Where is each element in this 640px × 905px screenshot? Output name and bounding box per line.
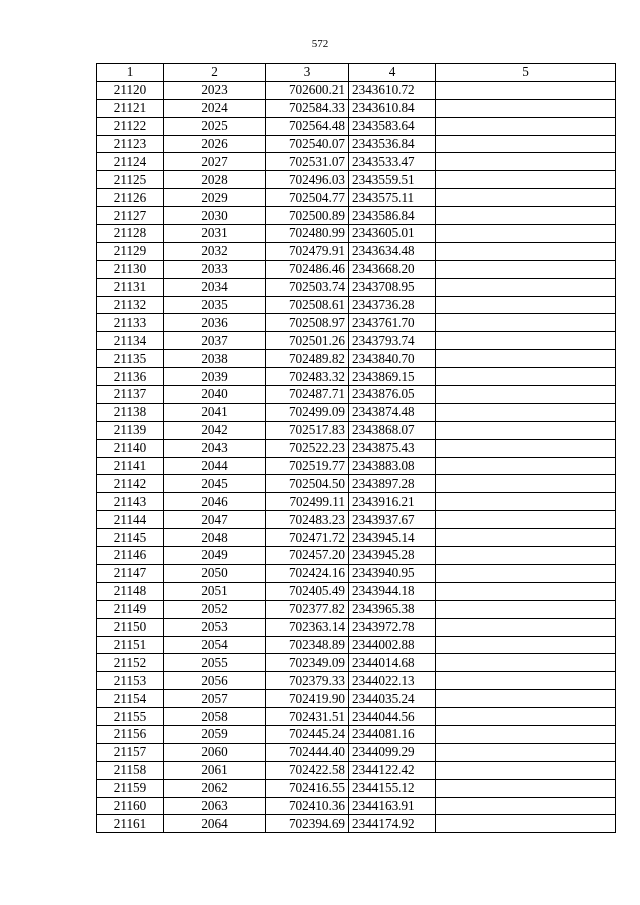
table-row <box>97 511 616 529</box>
notes-cell <box>436 135 616 153</box>
x-coordinate-cell: 702480.99 <box>266 225 349 243</box>
y-coordinate-cell: 2343874.48 <box>349 403 436 421</box>
x-coordinate-cell: 702522.23 <box>266 439 349 457</box>
table-row <box>97 439 616 457</box>
notes-cell <box>436 153 616 171</box>
point-number-cell: 2056 <box>164 672 266 690</box>
notes-cell <box>436 278 616 296</box>
notes-cell <box>436 547 616 565</box>
notes-cell <box>436 564 616 582</box>
table-row <box>97 690 616 708</box>
table-row <box>97 225 616 243</box>
table-row <box>97 242 616 260</box>
x-coordinate-cell: 702531.07 <box>266 153 349 171</box>
x-coordinate-cell: 702540.07 <box>266 135 349 153</box>
x-coordinate-cell: 702499.09 <box>266 403 349 421</box>
y-coordinate-cell: 2344163.91 <box>349 797 436 815</box>
table-row <box>97 475 616 493</box>
x-coordinate-cell: 702416.55 <box>266 779 349 797</box>
y-coordinate-cell: 2343610.84 <box>349 99 436 117</box>
y-coordinate-cell: 2343869.15 <box>349 368 436 386</box>
coordinates-table <box>96 63 616 833</box>
column-header-3: 3 <box>266 64 349 82</box>
point-id-cell: 21156 <box>97 725 164 743</box>
x-coordinate-cell: 702431.51 <box>266 708 349 726</box>
point-id-cell: 21155 <box>97 708 164 726</box>
point-number-cell: 2063 <box>164 797 266 815</box>
point-id-cell: 21125 <box>97 171 164 189</box>
point-id-cell: 21135 <box>97 350 164 368</box>
point-id-cell: 21129 <box>97 242 164 260</box>
column-header-2: 2 <box>164 64 266 82</box>
y-coordinate-cell: 2344122.42 <box>349 761 436 779</box>
table-row <box>97 99 616 117</box>
y-coordinate-cell: 2344022.13 <box>349 672 436 690</box>
point-id-cell: 21122 <box>97 117 164 135</box>
point-number-cell: 2046 <box>164 493 266 511</box>
notes-cell <box>436 690 616 708</box>
notes-cell <box>436 457 616 475</box>
point-number-cell: 2048 <box>164 529 266 547</box>
point-id-cell: 21150 <box>97 618 164 636</box>
x-coordinate-cell: 702501.26 <box>266 332 349 350</box>
y-coordinate-cell: 2344014.68 <box>349 654 436 672</box>
point-id-cell: 21130 <box>97 260 164 278</box>
notes-cell <box>436 725 616 743</box>
point-id-cell: 21143 <box>97 493 164 511</box>
y-coordinate-cell: 2343945.14 <box>349 529 436 547</box>
table-body <box>97 81 616 832</box>
point-number-cell: 2064 <box>164 815 266 833</box>
notes-cell <box>436 242 616 260</box>
x-coordinate-cell: 702483.23 <box>266 511 349 529</box>
x-coordinate-cell: 702349.09 <box>266 654 349 672</box>
table-row <box>97 797 616 815</box>
notes-cell <box>436 386 616 404</box>
point-id-cell: 21157 <box>97 743 164 761</box>
y-coordinate-cell: 2343533.47 <box>349 153 436 171</box>
point-number-cell: 2043 <box>164 439 266 457</box>
table-row <box>97 117 616 135</box>
point-id-cell: 21121 <box>97 99 164 117</box>
point-number-cell: 2062 <box>164 779 266 797</box>
y-coordinate-cell: 2343605.01 <box>349 225 436 243</box>
x-coordinate-cell: 702564.48 <box>266 117 349 135</box>
x-coordinate-cell: 702519.77 <box>266 457 349 475</box>
table-row <box>97 421 616 439</box>
notes-cell <box>436 708 616 726</box>
notes-cell <box>436 332 616 350</box>
point-number-cell: 2033 <box>164 260 266 278</box>
table-row <box>97 636 616 654</box>
y-coordinate-cell: 2343761.70 <box>349 314 436 332</box>
notes-cell <box>436 797 616 815</box>
point-number-cell: 2031 <box>164 225 266 243</box>
point-number-cell: 2035 <box>164 296 266 314</box>
y-coordinate-cell: 2343944.18 <box>349 582 436 600</box>
point-id-cell: 21140 <box>97 439 164 457</box>
table-row <box>97 368 616 386</box>
point-number-cell: 2047 <box>164 511 266 529</box>
point-id-cell: 21131 <box>97 278 164 296</box>
x-coordinate-cell: 702419.90 <box>266 690 349 708</box>
notes-cell <box>436 439 616 457</box>
y-coordinate-cell: 2344099.29 <box>349 743 436 761</box>
y-coordinate-cell: 2344081.16 <box>349 725 436 743</box>
point-id-cell: 21160 <box>97 797 164 815</box>
x-coordinate-cell: 702584.33 <box>266 99 349 117</box>
point-id-cell: 21142 <box>97 475 164 493</box>
point-number-cell: 2054 <box>164 636 266 654</box>
y-coordinate-cell: 2343883.08 <box>349 457 436 475</box>
x-coordinate-cell: 702457.20 <box>266 547 349 565</box>
point-id-cell: 21138 <box>97 403 164 421</box>
point-number-cell: 2030 <box>164 207 266 225</box>
table-header <box>97 64 616 82</box>
table-row <box>97 135 616 153</box>
point-id-cell: 21132 <box>97 296 164 314</box>
y-coordinate-cell: 2343559.51 <box>349 171 436 189</box>
y-coordinate-cell: 2343736.28 <box>349 296 436 314</box>
x-coordinate-cell: 702410.36 <box>266 797 349 815</box>
x-coordinate-cell: 702444.40 <box>266 743 349 761</box>
x-coordinate-cell: 702508.97 <box>266 314 349 332</box>
point-id-cell: 21134 <box>97 332 164 350</box>
x-coordinate-cell: 702483.32 <box>266 368 349 386</box>
notes-cell <box>436 600 616 618</box>
x-coordinate-cell: 702504.50 <box>266 475 349 493</box>
point-id-cell: 21144 <box>97 511 164 529</box>
point-number-cell: 2045 <box>164 475 266 493</box>
point-number-cell: 2061 <box>164 761 266 779</box>
x-coordinate-cell: 702471.72 <box>266 529 349 547</box>
y-coordinate-cell: 2343793.74 <box>349 332 436 350</box>
notes-cell <box>436 815 616 833</box>
point-id-cell: 21137 <box>97 386 164 404</box>
x-coordinate-cell: 702486.46 <box>266 260 349 278</box>
table-row <box>97 493 616 511</box>
point-number-cell: 2027 <box>164 153 266 171</box>
x-coordinate-cell: 702517.83 <box>266 421 349 439</box>
page-number: 572 <box>311 38 329 50</box>
notes-cell <box>436 493 616 511</box>
y-coordinate-cell: 2344174.92 <box>349 815 436 833</box>
table-row <box>97 457 616 475</box>
point-id-cell: 21127 <box>97 207 164 225</box>
point-number-cell: 2032 <box>164 242 266 260</box>
notes-cell <box>436 296 616 314</box>
y-coordinate-cell: 2343536.84 <box>349 135 436 153</box>
notes-cell <box>436 654 616 672</box>
x-coordinate-cell: 702600.21 <box>266 81 349 99</box>
table-row <box>97 743 616 761</box>
x-coordinate-cell: 702500.89 <box>266 207 349 225</box>
notes-cell <box>436 421 616 439</box>
point-number-cell: 2037 <box>164 332 266 350</box>
notes-cell <box>436 189 616 207</box>
notes-cell <box>436 582 616 600</box>
y-coordinate-cell: 2343972.78 <box>349 618 436 636</box>
point-number-cell: 2024 <box>164 99 266 117</box>
x-coordinate-cell: 702499.11 <box>266 493 349 511</box>
point-number-cell: 2052 <box>164 600 266 618</box>
y-coordinate-cell: 2343916.21 <box>349 493 436 511</box>
y-coordinate-cell: 2343840.70 <box>349 350 436 368</box>
table-row <box>97 350 616 368</box>
point-id-cell: 21146 <box>97 547 164 565</box>
notes-cell <box>436 779 616 797</box>
notes-cell <box>436 529 616 547</box>
x-coordinate-cell: 702479.91 <box>266 242 349 260</box>
y-coordinate-cell: 2344044.56 <box>349 708 436 726</box>
table-row <box>97 564 616 582</box>
notes-cell <box>436 260 616 278</box>
notes-cell <box>436 636 616 654</box>
y-coordinate-cell: 2343610.72 <box>349 81 436 99</box>
point-id-cell: 21154 <box>97 690 164 708</box>
point-number-cell: 2025 <box>164 117 266 135</box>
x-coordinate-cell: 702377.82 <box>266 600 349 618</box>
y-coordinate-cell: 2343634.48 <box>349 242 436 260</box>
column-header-5: 5 <box>436 64 616 82</box>
notes-cell <box>436 672 616 690</box>
point-number-cell: 2028 <box>164 171 266 189</box>
x-coordinate-cell: 702445.24 <box>266 725 349 743</box>
table-row <box>97 332 616 350</box>
table-row <box>97 815 616 833</box>
point-id-cell: 21133 <box>97 314 164 332</box>
y-coordinate-cell: 2343945.28 <box>349 547 436 565</box>
column-header-4: 4 <box>349 64 436 82</box>
table-row <box>97 403 616 421</box>
y-coordinate-cell: 2343875.43 <box>349 439 436 457</box>
point-number-cell: 2055 <box>164 654 266 672</box>
point-number-cell: 2050 <box>164 564 266 582</box>
notes-cell <box>436 475 616 493</box>
point-number-cell: 2042 <box>164 421 266 439</box>
notes-cell <box>436 314 616 332</box>
point-id-cell: 21147 <box>97 564 164 582</box>
x-coordinate-cell: 702422.58 <box>266 761 349 779</box>
x-coordinate-cell: 702405.49 <box>266 582 349 600</box>
notes-cell <box>436 81 616 99</box>
notes-cell <box>436 225 616 243</box>
point-number-cell: 2038 <box>164 350 266 368</box>
y-coordinate-cell: 2344155.12 <box>349 779 436 797</box>
table-row <box>97 189 616 207</box>
point-number-cell: 2040 <box>164 386 266 404</box>
y-coordinate-cell: 2343868.07 <box>349 421 436 439</box>
point-id-cell: 21159 <box>97 779 164 797</box>
point-number-cell: 2044 <box>164 457 266 475</box>
point-id-cell: 21145 <box>97 529 164 547</box>
point-id-cell: 21149 <box>97 600 164 618</box>
x-coordinate-cell: 702394.69 <box>266 815 349 833</box>
point-id-cell: 21120 <box>97 81 164 99</box>
x-coordinate-cell: 702348.89 <box>266 636 349 654</box>
y-coordinate-cell: 2344035.24 <box>349 690 436 708</box>
x-coordinate-cell: 702508.61 <box>266 296 349 314</box>
y-coordinate-cell: 2343668.20 <box>349 260 436 278</box>
point-number-cell: 2051 <box>164 582 266 600</box>
y-coordinate-cell: 2343708.95 <box>349 278 436 296</box>
table-row <box>97 672 616 690</box>
point-number-cell: 2023 <box>164 81 266 99</box>
notes-cell <box>436 368 616 386</box>
point-number-cell: 2029 <box>164 189 266 207</box>
x-coordinate-cell: 702489.82 <box>266 350 349 368</box>
table-row <box>97 708 616 726</box>
y-coordinate-cell: 2343583.64 <box>349 117 436 135</box>
table-row <box>97 618 616 636</box>
table-row <box>97 654 616 672</box>
x-coordinate-cell: 702424.16 <box>266 564 349 582</box>
table-row <box>97 725 616 743</box>
y-coordinate-cell: 2343940.95 <box>349 564 436 582</box>
point-id-cell: 21152 <box>97 654 164 672</box>
table-row <box>97 278 616 296</box>
point-number-cell: 2049 <box>164 547 266 565</box>
notes-cell <box>436 618 616 636</box>
y-coordinate-cell: 2343937.67 <box>349 511 436 529</box>
point-number-cell: 2058 <box>164 708 266 726</box>
y-coordinate-cell: 2343575.11 <box>349 189 436 207</box>
point-number-cell: 2026 <box>164 135 266 153</box>
point-number-cell: 2036 <box>164 314 266 332</box>
table-row <box>97 207 616 225</box>
x-coordinate-cell: 702379.33 <box>266 672 349 690</box>
x-coordinate-cell: 702503.74 <box>266 278 349 296</box>
y-coordinate-cell: 2343965.38 <box>349 600 436 618</box>
header-row <box>97 64 616 82</box>
column-header-1: 1 <box>97 64 164 82</box>
point-id-cell: 21161 <box>97 815 164 833</box>
y-coordinate-cell: 2344002.88 <box>349 636 436 654</box>
table-row <box>97 386 616 404</box>
notes-cell <box>436 117 616 135</box>
x-coordinate-cell: 702496.03 <box>266 171 349 189</box>
point-id-cell: 21151 <box>97 636 164 654</box>
notes-cell <box>436 743 616 761</box>
point-number-cell: 2057 <box>164 690 266 708</box>
point-id-cell: 21124 <box>97 153 164 171</box>
point-id-cell: 21139 <box>97 421 164 439</box>
point-number-cell: 2041 <box>164 403 266 421</box>
table-row <box>97 81 616 99</box>
notes-cell <box>436 403 616 421</box>
table-row <box>97 779 616 797</box>
table-row <box>97 153 616 171</box>
notes-cell <box>436 99 616 117</box>
table-row <box>97 529 616 547</box>
table-row <box>97 761 616 779</box>
notes-cell <box>436 350 616 368</box>
point-id-cell: 21141 <box>97 457 164 475</box>
notes-cell <box>436 207 616 225</box>
point-id-cell: 21153 <box>97 672 164 690</box>
point-id-cell: 21136 <box>97 368 164 386</box>
table-row <box>97 547 616 565</box>
table-row <box>97 171 616 189</box>
point-id-cell: 21123 <box>97 135 164 153</box>
point-number-cell: 2039 <box>164 368 266 386</box>
notes-cell <box>436 171 616 189</box>
table-row <box>97 582 616 600</box>
table-row <box>97 296 616 314</box>
point-number-cell: 2034 <box>164 278 266 296</box>
point-id-cell: 21126 <box>97 189 164 207</box>
table-row <box>97 600 616 618</box>
y-coordinate-cell: 2343876.05 <box>349 386 436 404</box>
notes-cell <box>436 761 616 779</box>
y-coordinate-cell: 2343586.84 <box>349 207 436 225</box>
point-id-cell: 21148 <box>97 582 164 600</box>
x-coordinate-cell: 702363.14 <box>266 618 349 636</box>
x-coordinate-cell: 702504.77 <box>266 189 349 207</box>
point-number-cell: 2053 <box>164 618 266 636</box>
point-id-cell: 21128 <box>97 225 164 243</box>
table-row <box>97 314 616 332</box>
x-coordinate-cell: 702487.71 <box>266 386 349 404</box>
point-number-cell: 2060 <box>164 743 266 761</box>
point-id-cell: 21158 <box>97 761 164 779</box>
point-number-cell: 2059 <box>164 725 266 743</box>
y-coordinate-cell: 2343897.28 <box>349 475 436 493</box>
notes-cell <box>436 511 616 529</box>
table-row <box>97 260 616 278</box>
